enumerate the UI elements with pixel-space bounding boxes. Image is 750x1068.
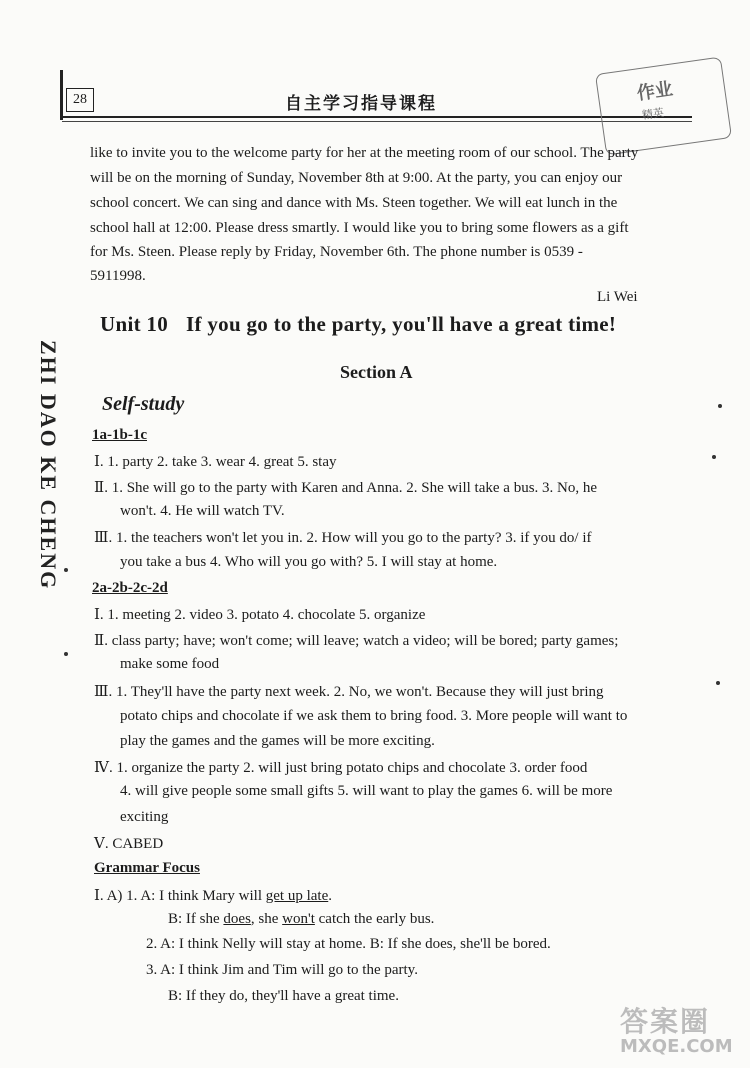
header-vertical-rule: [60, 70, 63, 120]
letter-line: school hall at 12:00. Please dress smartly. I would like you to bring some flowers as a gift: [90, 220, 629, 236]
scan-speck: [718, 404, 722, 408]
part-heading: 1a-1b-1c: [92, 427, 147, 443]
letter-line: school concert. We can sing and dance with Ms. Steen together. We will eat lunch in the: [90, 195, 618, 211]
grammar-line: 3. A: I think Jim and Tim will go to the party.: [146, 962, 418, 978]
header-title: 自主学习指导课程: [285, 94, 437, 114]
letter-line: for Ms. Steen. Please reply by Friday, November 6th. The phone number is 0539 -: [90, 244, 583, 260]
answer-line: Ⅴ. CABED: [94, 836, 164, 852]
unit-title: [100, 312, 616, 337]
stamp-subtext: 精英: [641, 106, 665, 123]
watermark: [620, 1000, 733, 1057]
grammar-heading: Grammar Focus: [94, 860, 200, 876]
answer-line: Ⅱ. 1. She will go to the party with Karen and Anna. 2. She will take a bus. 3. No, he: [94, 480, 598, 496]
grammar-underlined: does: [223, 911, 251, 927]
scan-speck: [64, 568, 68, 572]
grammar-text: B: If she: [168, 911, 224, 927]
header-rule: [62, 116, 692, 118]
answer-line: make some food: [120, 656, 220, 672]
grammar-text: , she: [250, 911, 283, 927]
answer-line: play the games and the games will be more exciting.: [120, 733, 435, 749]
scan-speck: [64, 652, 68, 656]
grammar-text: catch the early bus.: [314, 911, 435, 927]
answer-line: Ⅲ. 1. the teachers won't let you in. 2. How will you go to the party? 3. if you do/ if: [94, 530, 592, 546]
page-number: 28: [66, 88, 94, 112]
unit-number: Unit 10: [100, 312, 169, 336]
section-title: Section A: [340, 362, 413, 382]
header-rule-thin: [62, 121, 692, 122]
answer-line: Ⅳ. 1. organize the party 2. will just bring potato chips and chocolate 3. order food: [94, 760, 588, 776]
grammar-underlined: get up late: [265, 888, 329, 904]
answer-line: Ⅰ. 1. party 2. take 3. wear 4. great 5. stay: [94, 454, 337, 470]
grammar-text: Ⅰ. A) 1. A: I think Mary will: [94, 888, 266, 904]
letter-line: like to invite you to the welcome party for her at the meeting room of our school. The party: [90, 145, 639, 161]
answer-line: 4. will give people some small gifts 5. will want to play the games 6. will be more: [120, 783, 613, 799]
answer-line: potato chips and chocolate if we ask them to bring food. 3. More people will want to: [120, 708, 628, 724]
grammar-line: B: If they do, they'll have a great time.: [168, 988, 399, 1004]
grammar-line: 2. A: I think Nelly will stay at home. B: If she does, she'll be bored.: [146, 936, 551, 952]
scan-speck: [712, 455, 716, 459]
side-vertical-text: ZHI DAO KE CHENG: [36, 340, 61, 591]
grammar-text: .: [328, 888, 332, 904]
unit-heading: If you go to the party, you'll have a great time!: [186, 312, 617, 336]
letter-line: will be on the morning of Sunday, November 8th at 9:00. At the party, you can enjoy our: [90, 170, 623, 186]
answer-line: Ⅰ. 1. meeting 2. video 3. potato 4. chocolate 5. organize: [94, 607, 426, 623]
answer-line: Ⅱ. class party; have; won't come; will leave; watch a video; will be bored; party games;: [94, 633, 619, 649]
stamp: [595, 57, 732, 156]
scan-speck: [716, 681, 720, 685]
grammar-line: [94, 886, 332, 905]
answer-line: exciting: [120, 809, 169, 825]
answer-line: won't. 4. He will watch TV.: [120, 503, 285, 519]
watermark-url: MXQE.COM: [620, 1036, 733, 1057]
part-heading: 2a-2b-2c-2d: [92, 580, 168, 596]
answer-line: Ⅲ. 1. They'll have the party next week. 2. No, we won't. Because they will just bring: [94, 684, 604, 700]
grammar-line: [168, 911, 434, 928]
grammar-underlined: won't: [282, 911, 315, 927]
self-study-heading: Self-study: [102, 393, 185, 415]
watermark-logo: 答案圈: [620, 1005, 711, 1038]
letter-line: 5911998.: [90, 268, 146, 284]
answer-line: you take a bus 4. Who will you go with? 5. I will stay at home.: [120, 554, 498, 570]
stamp-text: 作业: [635, 78, 675, 105]
letter-signature: Li Wei: [597, 289, 638, 305]
